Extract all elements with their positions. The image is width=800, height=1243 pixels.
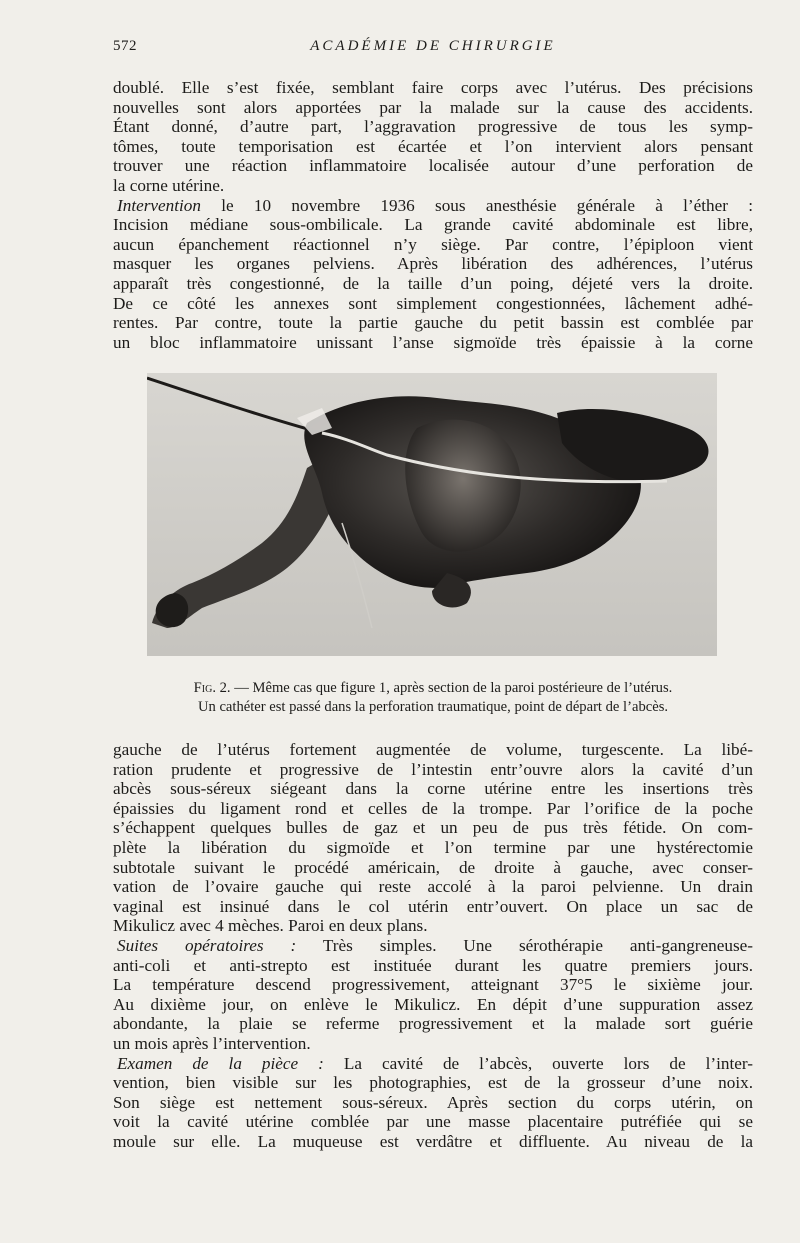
text-line: [113, 995, 753, 1015]
text-line-content: Incision médiane sous-ombilicale. La grande cavité abdominale est libre,: [113, 215, 753, 235]
page-number: 572: [113, 38, 137, 54]
text-line: [113, 1073, 753, 1093]
text-line-content: un mois après l’intervention.: [113, 1033, 311, 1053]
text-line-content: tômes, toute temporisation est écartée et l’on intervient alors pensant: [113, 136, 753, 156]
text-line: [113, 333, 753, 353]
text-line-content: vation de l’ovaire gauche qui reste accolé à la paroi pelvienne. Un drain: [113, 877, 753, 897]
text-line: [113, 760, 753, 780]
text-line: [113, 740, 753, 760]
text-line: [113, 799, 753, 819]
paragraph-lead-italic: Examen de la pièce :: [117, 1053, 324, 1073]
text-line: [113, 254, 753, 274]
figure-label: Fig. 2.: [193, 680, 231, 696]
text-line-content: vention, bien visible sur les photographies, est de la grosseur d’une noix.: [113, 1073, 753, 1093]
text-line-content: la corne utérine.: [113, 175, 225, 195]
text-line: [113, 235, 753, 255]
text-line: [113, 975, 753, 995]
text-line-content: subtotale suivant le procédé américain, de droite à gauche, avec conser-: [113, 857, 753, 877]
text-line-content: Au dixième jour, on enlève le Mikulicz. En dépit d’une suppuration assez: [113, 994, 753, 1014]
text-line-content: Très simples. Une sérothérapie anti-gangreneuse-: [296, 935, 753, 955]
paragraph-lead-italic: Intervention: [117, 195, 201, 215]
text-line-content: moule sur elle. La muqueuse est verdâtre et diffluente. Au niveau de la: [113, 1131, 753, 1151]
text-line: [113, 156, 753, 176]
specimen-photo-illustration: [147, 373, 717, 656]
text-line-content: gauche de l’utérus fortement augmentée de volume, turgescente. La libé-: [113, 740, 753, 759]
text-line-content: trouver une réaction inflammatoire localisée autour d’une perforation de: [113, 156, 753, 176]
text-line-content: La cavité de l’abcès, ouverte lors de l’inter-: [323, 1053, 753, 1073]
caption-line-1: [113, 679, 753, 698]
text-line: [113, 838, 753, 858]
text-line-content: doublé. Elle s’est fixée, semblant faire corps avec l’utérus. Des précisions: [113, 78, 753, 97]
text-line-content: vaginal est insinué dans le col utérin entr’ouvert. On place un sac de: [113, 896, 753, 916]
text-line: [113, 1054, 753, 1074]
text-line: [113, 877, 753, 897]
text-line: [113, 137, 753, 157]
paragraph-lead-italic: Suites opératoires :: [117, 935, 297, 955]
text-line-content: Étant donné, d’autre part, l’aggravation progressive de tous les symp-: [113, 117, 753, 137]
text-line: [113, 313, 753, 333]
text-line-content: nouvelles sont alors apportées par la malade sur la cause des accidents.: [113, 97, 753, 117]
text-line-content: Son siège est nettement sous-séreux. Après section du corps utérin, on: [113, 1092, 753, 1112]
text-line-content: anti-coli et anti-strepto est instituée durant les quatre premiers jours.: [113, 955, 753, 975]
text-line: [113, 858, 753, 878]
text-line: [113, 1093, 753, 1113]
text-line: [113, 117, 753, 137]
text-line: [113, 274, 753, 294]
text-line-content: voit la cavité utérine comblée par une masse placentaire putréfiée qui se: [113, 1112, 753, 1132]
text-line: [113, 1132, 753, 1152]
text-line-content: De ce côté les annexes sont simplement congestionnées, lâchement adhé-: [113, 293, 753, 313]
text-line: [113, 897, 753, 917]
caption-text-1: — Même cas que figure 1, après section de la paroi postérieure de l’utérus.: [230, 680, 673, 696]
text-line: [113, 98, 753, 118]
text-line-content: ration prudente et progressive de l’intestin entr’ouvre alors la cavité d’un: [113, 759, 753, 779]
text-line-content: aucun épanchement réactionnel n’y siège. Par contre, l’épiploon vient: [113, 234, 753, 254]
text-line-content: plète la libération du sigmoïde et l’on termine par une hystérectomie: [113, 837, 753, 857]
running-title: ACADÉMIE DE CHIRURGIE: [310, 38, 556, 54]
text-line-content: masquer les organes pelviens. Après libération des adhérences, l’utérus: [113, 254, 753, 274]
text-line: [113, 818, 753, 838]
text-line: [113, 936, 753, 956]
text-line: [113, 196, 753, 216]
figure-caption: [113, 679, 753, 717]
text-line-content: Mikulicz avec 4 mèches. Paroi en deux plans.: [113, 916, 428, 936]
text-line: [113, 916, 753, 936]
body-text-bottom: [113, 740, 753, 1151]
text-line-content: un bloc inflammatoire unissant l’anse sigmoïde très épaissie à la corne: [113, 332, 753, 352]
caption-line-2: Un cathéter est passé dans la perforation traumatique, point de départ de l’abcès.: [197, 699, 669, 715]
figure-photograph: [147, 373, 717, 656]
text-line-content: épaissies du ligament rond et celles de la trompe. Par l’orifice de la poche: [113, 798, 753, 818]
text-line-content: abcès sous-séreux siégeant dans la corne utérine entre les insertions très: [113, 779, 753, 799]
text-line: [113, 78, 753, 98]
text-line-content: abondante, la plaie se referme progressivement et la malade sort guérie: [113, 1014, 753, 1034]
text-line-content: apparaît très congestionné, de la taille d’un poing, déjeté vers la droite.: [113, 273, 753, 293]
text-line-content: La température descend progressivement, atteignant 37°5 le sixième jour.: [113, 975, 753, 995]
text-line-content: s’échappent quelques bulles de gaz et un peu de pus très fétide. On com-: [113, 818, 753, 838]
text-line: [113, 215, 753, 235]
body-text-top: [113, 78, 753, 352]
page-header: [113, 38, 753, 58]
text-line: [113, 176, 753, 196]
text-line: [113, 1034, 753, 1054]
text-line-content: le 10 novembre 1936 sous anesthésie générale à l’éther :: [201, 195, 753, 215]
text-line: [113, 1014, 753, 1034]
text-line: [113, 1112, 753, 1132]
text-line: [113, 294, 753, 314]
text-line-content: rentes. Par contre, toute la partie gauche du petit bassin est comblée par: [113, 313, 753, 333]
text-line: [113, 779, 753, 799]
text-line: [113, 956, 753, 976]
